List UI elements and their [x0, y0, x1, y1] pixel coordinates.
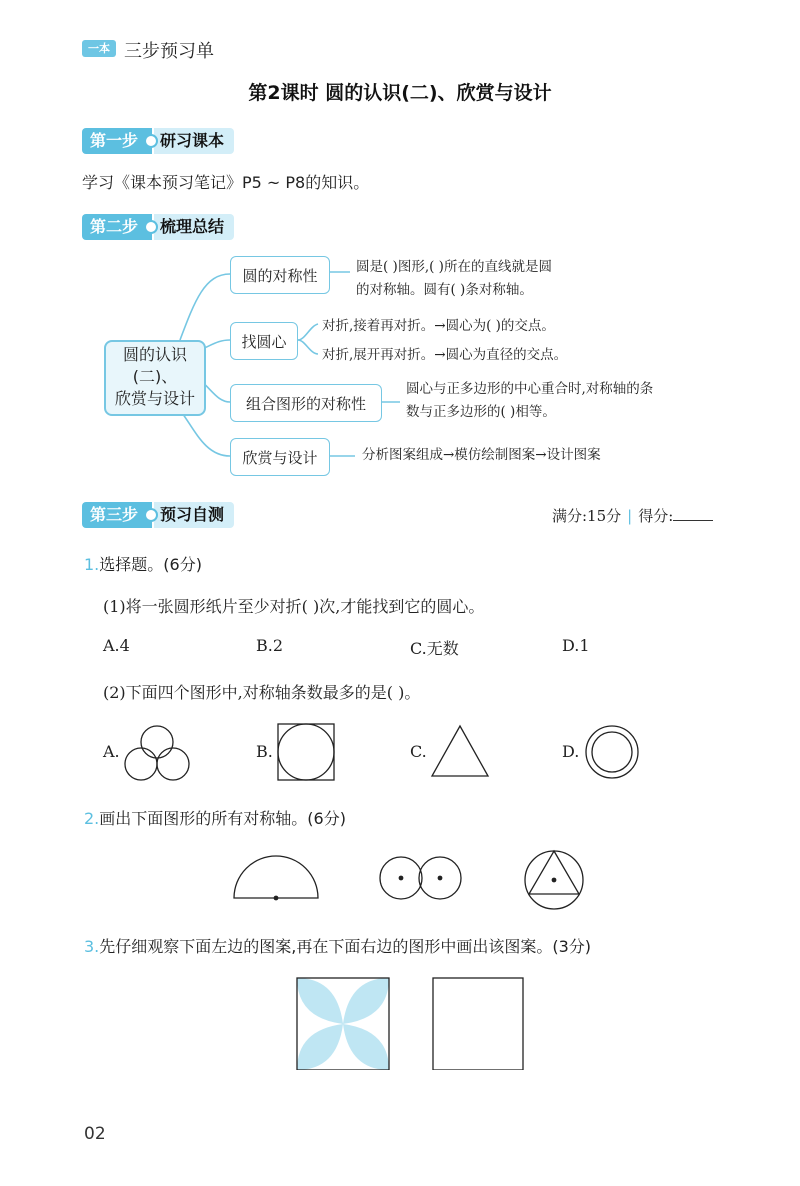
concentric-circles-figure	[586, 726, 638, 778]
full-score: 满分:15分	[552, 507, 622, 525]
branch-symmetry-of-circle	[230, 256, 330, 294]
step1-label: 第一步	[82, 128, 152, 154]
map-line: 对折,展开再对折。→圆心为直径的交点。	[322, 347, 568, 363]
q1-option-a[interactable]: A.4	[103, 636, 130, 655]
step1-name: 研习课本	[154, 128, 234, 154]
map-line: 对折,接着再对折。→圆心为( )的交点。	[322, 318, 555, 334]
branch-appreciation-design	[230, 438, 330, 476]
map-line: 圆心与正多边形的中心重合时,对称轴的条	[406, 381, 654, 397]
q3-title	[84, 934, 591, 957]
q3-number: 3.	[84, 937, 100, 956]
page-number: 02	[84, 1124, 106, 1144]
branch-find-center	[230, 322, 298, 360]
q1-number: 1.	[84, 555, 100, 574]
branch-text-composite	[406, 378, 653, 424]
q1-sub1: (1)将一张圆形纸片至少对折( )次,才能找到它的圆心。	[103, 597, 485, 616]
q1-option-b[interactable]: B.2	[256, 636, 284, 655]
circle-in-square-figure	[278, 724, 334, 780]
score-row	[552, 505, 713, 526]
q2-title	[84, 806, 346, 829]
step3-label: 第三步	[82, 502, 152, 528]
q1-sub2: (2)下面四个图形中,对称轴条数最多的是( )。	[103, 683, 421, 702]
q3-figures	[0, 970, 800, 1070]
triangle-figure	[432, 726, 488, 776]
branch-text-find-center	[322, 312, 567, 370]
q1-sub2-option-d[interactable]: D.	[562, 742, 580, 761]
root-line-2: (二)、	[132, 367, 178, 386]
step2-name: 梳理总结	[154, 214, 234, 240]
q3-title-text: 先仔细观察下面左边的图案,再在下面右边的图形中画出该图案。(3分)	[99, 937, 592, 956]
semicircle-figure	[234, 856, 318, 898]
score-label: 得分:	[638, 507, 674, 525]
q2-figures	[0, 840, 800, 920]
branch-label: 组合图形的对称性	[245, 394, 366, 413]
step-dot-icon	[144, 508, 158, 522]
brand-badge: 一本	[82, 40, 116, 57]
mind-map-root	[104, 340, 206, 416]
petal-pattern-figure	[297, 978, 389, 1070]
mind-map-connectors	[0, 0, 800, 500]
branch-label: 圆的对称性	[242, 266, 318, 285]
step-dot-icon	[144, 220, 158, 234]
step3-name: 预习自测	[154, 502, 234, 528]
map-line: 分析图案组成→模仿绘制图案→设计图案	[362, 447, 601, 463]
q1-sub2-option-a[interactable]: A.	[103, 742, 120, 761]
step2-label: 第二步	[82, 214, 152, 240]
q2-title-text: 画出下面图形的所有对称轴。(6分)	[99, 809, 346, 828]
step3-tab	[82, 502, 234, 528]
branch-text-symmetry	[356, 256, 552, 302]
brand-title: 三步预习单	[124, 41, 214, 62]
q1-title-text: 选择题。(6分)	[99, 555, 202, 574]
map-line: 圆是( )图形,( )所在的直线就是圆	[356, 259, 552, 275]
branch-label: 找圆心	[241, 332, 287, 351]
q1-title	[84, 552, 202, 575]
q1-sub2-option-b[interactable]: B.	[256, 742, 273, 761]
q1-figures	[0, 700, 800, 810]
branch-composite-symmetry	[230, 384, 382, 422]
root-line-3: 欣赏与设计	[114, 389, 195, 408]
three-circles-figure	[125, 726, 189, 780]
q1-sub2-option-c[interactable]: C.	[410, 742, 427, 761]
branch-text-design	[362, 444, 601, 467]
q2-number: 2.	[84, 809, 100, 828]
answer-square	[433, 978, 523, 1070]
step-dot-icon	[144, 134, 158, 148]
branch-label: 欣赏与设计	[242, 448, 318, 467]
q1-option-c[interactable]: C.无数	[410, 639, 459, 658]
step1-instruction: 学习《课本预习笔记》P5 ~ P8的知识。	[82, 173, 370, 192]
map-line: 的对称轴。圆有( )条对称轴。	[356, 282, 533, 298]
q1-option-d[interactable]: D.1	[562, 636, 590, 655]
score-blank[interactable]	[673, 520, 713, 521]
lesson-title: 第2课时 圆的认识(二)、欣赏与设计	[248, 82, 552, 104]
map-line: 数与正多边形的( )相等。	[406, 404, 556, 420]
score-separator: |	[627, 507, 633, 525]
root-line-1: 圆的认识	[122, 345, 187, 364]
